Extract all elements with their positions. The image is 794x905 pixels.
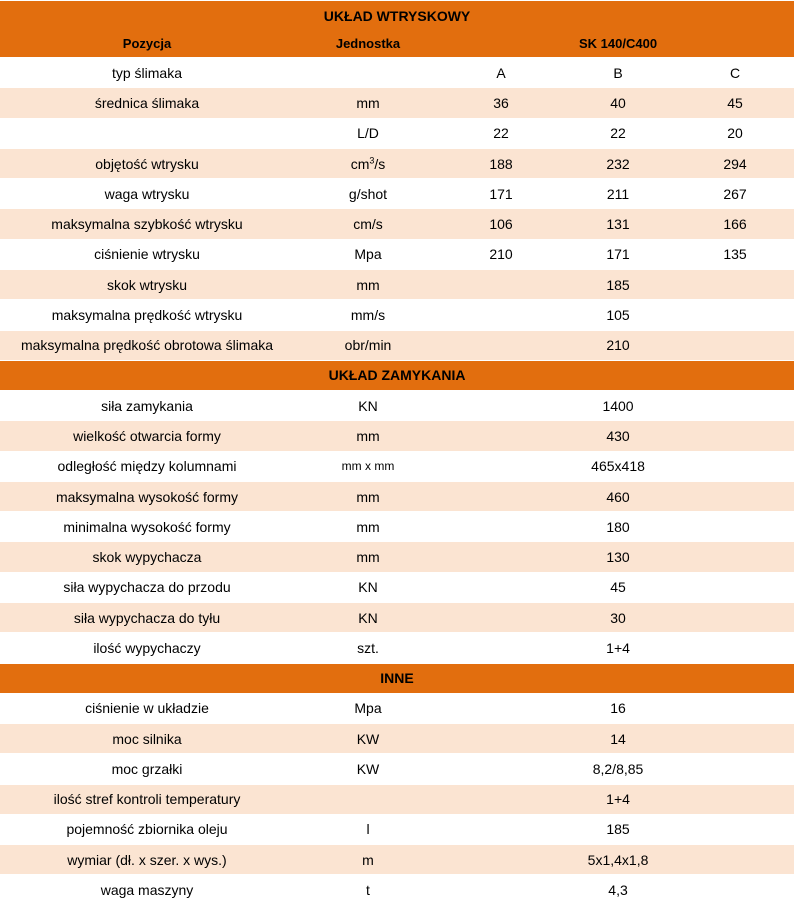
row-unit: t: [294, 875, 442, 905]
unit-exponent: 3: [369, 154, 375, 165]
column-header-row: [0, 30, 794, 58]
row-unit: [294, 148, 442, 178]
table-row: [0, 784, 794, 814]
table-row: [0, 270, 794, 300]
row-label: maksymalna prędkość obrotowa ślimaka: [0, 330, 294, 360]
row-label: siła wypychacza do przodu: [0, 572, 294, 602]
table-row: [0, 148, 794, 178]
table-row: [0, 845, 794, 875]
row-label: wymiar (dł. x szer. x wys.): [0, 845, 294, 875]
value-a: 106: [442, 209, 560, 239]
row-value: 185: [442, 270, 794, 300]
row-value: 8,2/8,85: [442, 754, 794, 784]
row-unit: mm: [294, 88, 442, 118]
row-unit: mm: [294, 270, 442, 300]
table-row: [0, 300, 794, 330]
row-value: 1+4: [442, 633, 794, 663]
value-a: 36: [442, 88, 560, 118]
row-label: moc grzałki: [0, 754, 294, 784]
row-unit: KW: [294, 723, 442, 753]
table-row: [0, 572, 794, 602]
value-c: 166: [676, 209, 794, 239]
section-header-injection: [0, 1, 794, 31]
row-unit: g/shot: [294, 179, 442, 209]
row-label: objętość wtrysku: [0, 148, 294, 178]
row-unit: mm: [294, 542, 442, 572]
row-label: ilość wypychaczy: [0, 633, 294, 663]
row-label: odległość między kolumnami: [0, 451, 294, 481]
column-header-position: Pozycja: [0, 30, 294, 58]
table-row: [0, 754, 794, 784]
row-unit: mm x mm: [294, 451, 442, 481]
row-value: 210: [442, 330, 794, 360]
table-row: [0, 542, 794, 572]
row-label: pojemność zbiornika oleju: [0, 814, 294, 844]
row-value: 460: [442, 481, 794, 511]
table-row: [0, 330, 794, 360]
value-a: A: [442, 58, 560, 88]
value-b: B: [560, 58, 676, 88]
row-label: maksymalna wysokość formy: [0, 481, 294, 511]
value-c: 20: [676, 118, 794, 148]
row-value: 16: [442, 693, 794, 723]
table-row: [0, 481, 794, 511]
row-value: 430: [442, 421, 794, 451]
row-value: 130: [442, 542, 794, 572]
row-unit: KN: [294, 572, 442, 602]
row-value: 185: [442, 814, 794, 844]
row-label: waga maszyny: [0, 875, 294, 905]
value-b: 40: [560, 88, 676, 118]
table-row: [0, 512, 794, 542]
row-unit: KN: [294, 603, 442, 633]
value-a: 171: [442, 179, 560, 209]
table-row: [0, 58, 794, 88]
table-row: [0, 118, 794, 148]
table-row: [0, 723, 794, 753]
row-unit: mm/s: [294, 300, 442, 330]
row-unit: obr/min: [294, 330, 442, 360]
section-title: UKŁAD ZAMYKANIA: [0, 360, 794, 390]
value-a: 188: [442, 148, 560, 178]
value-b: 232: [560, 148, 676, 178]
row-value: 45: [442, 572, 794, 602]
row-label: [0, 118, 294, 148]
row-label: moc silnika: [0, 723, 294, 753]
row-unit: m: [294, 845, 442, 875]
row-label: ciśnienie w układzie: [0, 693, 294, 723]
section-header-clamping: [0, 360, 794, 390]
row-unit: mm: [294, 481, 442, 511]
value-a: 210: [442, 239, 560, 269]
value-c: 294: [676, 148, 794, 178]
value-b: 171: [560, 239, 676, 269]
row-label: ilość stref kontroli temperatury: [0, 784, 294, 814]
value-b: 131: [560, 209, 676, 239]
table-row: [0, 875, 794, 905]
table-row: [0, 814, 794, 844]
row-value: 1400: [442, 390, 794, 420]
row-label: skok wtrysku: [0, 270, 294, 300]
value-b: 211: [560, 179, 676, 209]
unit-tail: /s: [374, 155, 386, 172]
row-value: 465x418: [442, 451, 794, 481]
row-unit: cm/s: [294, 209, 442, 239]
row-value: 4,3: [442, 875, 794, 905]
section-title: UKŁAD WTRYSKOWY: [0, 1, 794, 31]
column-header-model: SK 140/C400: [442, 30, 794, 58]
row-label: minimalna wysokość formy: [0, 512, 294, 542]
row-value: 105: [442, 300, 794, 330]
row-value: 180: [442, 512, 794, 542]
table-row: [0, 421, 794, 451]
section-title: INNE: [0, 663, 794, 693]
row-label: skok wypychacza: [0, 542, 294, 572]
row-label: ciśnienie wtrysku: [0, 239, 294, 269]
row-label: siła wypychacza do tyłu: [0, 603, 294, 633]
value-a: 22: [442, 118, 560, 148]
row-unit: mm: [294, 421, 442, 451]
table-row: [0, 633, 794, 663]
table-row: [0, 693, 794, 723]
row-value: 1+4: [442, 784, 794, 814]
row-unit: Mpa: [294, 693, 442, 723]
row-value: 30: [442, 603, 794, 633]
row-label: maksymalna szybkość wtrysku: [0, 209, 294, 239]
clamping-section: [0, 360, 794, 663]
row-value: 14: [442, 723, 794, 753]
row-unit: szt.: [294, 633, 442, 663]
table-row: [0, 390, 794, 420]
table-row: [0, 239, 794, 269]
other-section: [0, 663, 794, 905]
row-label: typ ślimaka: [0, 58, 294, 88]
table-row: [0, 88, 794, 118]
value-b: 22: [560, 118, 676, 148]
row-label: wielkość otwarcia formy: [0, 421, 294, 451]
section-header-other: [0, 663, 794, 693]
table-row: [0, 451, 794, 481]
value-c: 45: [676, 88, 794, 118]
value-c: 267: [676, 179, 794, 209]
value-c: C: [676, 58, 794, 88]
row-unit: l: [294, 814, 442, 844]
unit-base: cm: [350, 155, 370, 172]
row-unit: mm: [294, 512, 442, 542]
column-header-unit: Jednostka: [294, 30, 442, 58]
row-label: waga wtrysku: [0, 179, 294, 209]
row-unit: [294, 784, 442, 814]
row-unit: KW: [294, 754, 442, 784]
row-label: siła zamykania: [0, 390, 294, 420]
row-unit: KN: [294, 390, 442, 420]
row-unit: Mpa: [294, 239, 442, 269]
table-row: [0, 179, 794, 209]
row-value: 5x1,4x1,8: [442, 845, 794, 875]
table-row: [0, 603, 794, 633]
row-unit: [294, 58, 442, 88]
row-unit: L/D: [294, 118, 442, 148]
table-row: [0, 209, 794, 239]
injection-section: [0, 1, 794, 361]
value-c: 135: [676, 239, 794, 269]
row-label: maksymalna prędkość wtrysku: [0, 300, 294, 330]
row-label: średnica ślimaka: [0, 88, 294, 118]
